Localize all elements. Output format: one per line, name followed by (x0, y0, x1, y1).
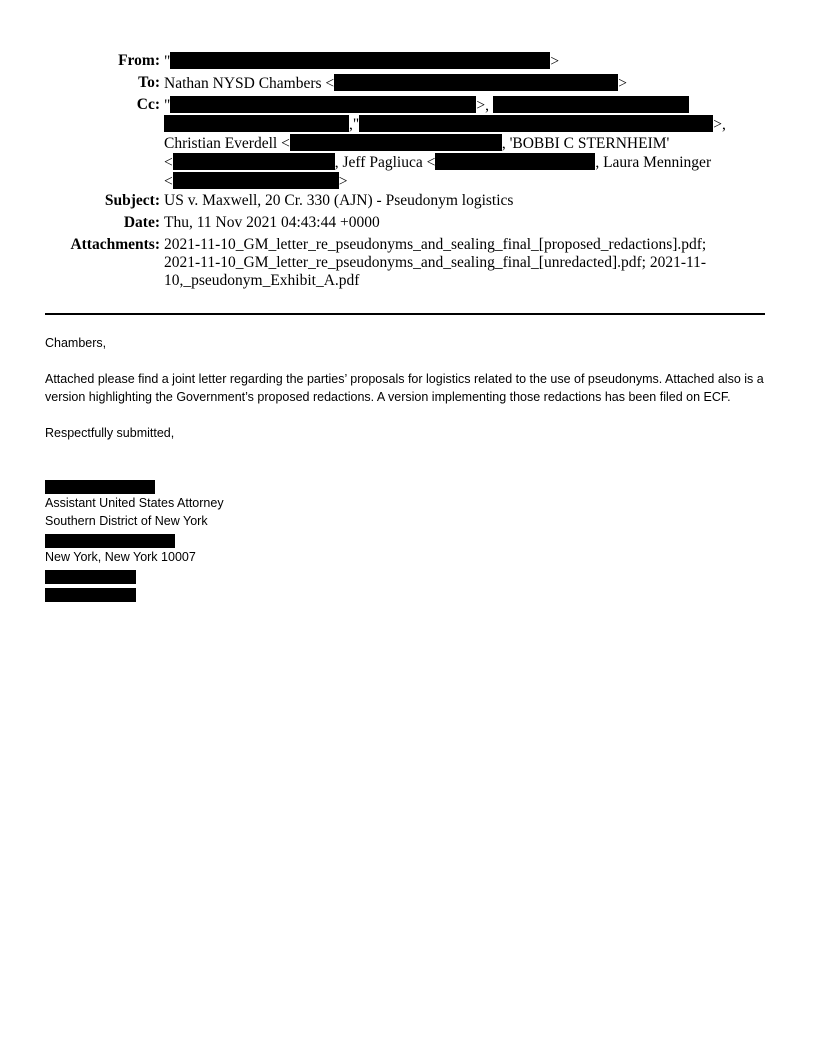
signature-title: Assistant United States Attorney (45, 496, 224, 510)
redaction (493, 96, 689, 113)
to-label: To: (138, 74, 160, 91)
redaction (173, 153, 335, 170)
subject-value: US v. Maxwell, 20 Cr. 330 (AJN) - Pseudonym logistics (164, 192, 514, 209)
attachment-line: 2021-11-10_GM_letter_re_pseudonyms_and_sealing_final_[proposed_redactions].pdf; (164, 236, 707, 253)
subject-label: Subject: (104, 192, 160, 209)
attachment-line: 2021-11-10_GM_letter_re_pseudonyms_and_sealing_final_[unredacted].pdf; 2021-11- (164, 254, 707, 271)
date-value: Thu, 11 Nov 2021 04:43:44 +0000 (164, 214, 380, 231)
from-value: " > (164, 53, 560, 70)
redaction (164, 115, 349, 132)
signature-office: Southern District of New York (45, 514, 208, 528)
redaction (170, 52, 550, 69)
cc-label: Cc: (136, 96, 160, 113)
signature-city: New York, New York 10007 (45, 550, 196, 564)
body-paragraph: Attached please find a joint letter regarding the parties’ proposals for logistics related to the use of pseudonyms. Attached also is a version highlighting the Government’s proposed redactions. A version implementing those redactions has been filed on ECF. (45, 372, 764, 404)
redaction (45, 588, 136, 602)
attachment-line: 10,_pseudonym_Exhibit_A.pdf (164, 272, 360, 289)
closing: Respectfully submitted, (45, 426, 175, 440)
redaction (173, 172, 339, 189)
cc-value: " >, ," >, Christian Everdell < , 'BOBBI C STERNHEIM' < , Jeff Pagliuca < , Laura Menninger < > (164, 97, 726, 190)
redaction (359, 115, 713, 132)
email-body (45, 334, 775, 442)
header-divider (45, 313, 765, 315)
redaction (334, 74, 618, 91)
attachments-label: Attachments: (70, 236, 160, 253)
redaction (45, 534, 175, 548)
to-value: Nathan NYSD Chambers < > (164, 75, 627, 92)
date-label: Date: (123, 214, 160, 231)
redaction (435, 153, 595, 170)
greeting: Chambers, (45, 336, 107, 350)
from-label: From: (118, 52, 160, 69)
redaction (45, 570, 136, 584)
redaction (45, 480, 155, 494)
attachments-value (164, 236, 744, 290)
redaction (170, 96, 476, 113)
redaction (290, 134, 502, 151)
